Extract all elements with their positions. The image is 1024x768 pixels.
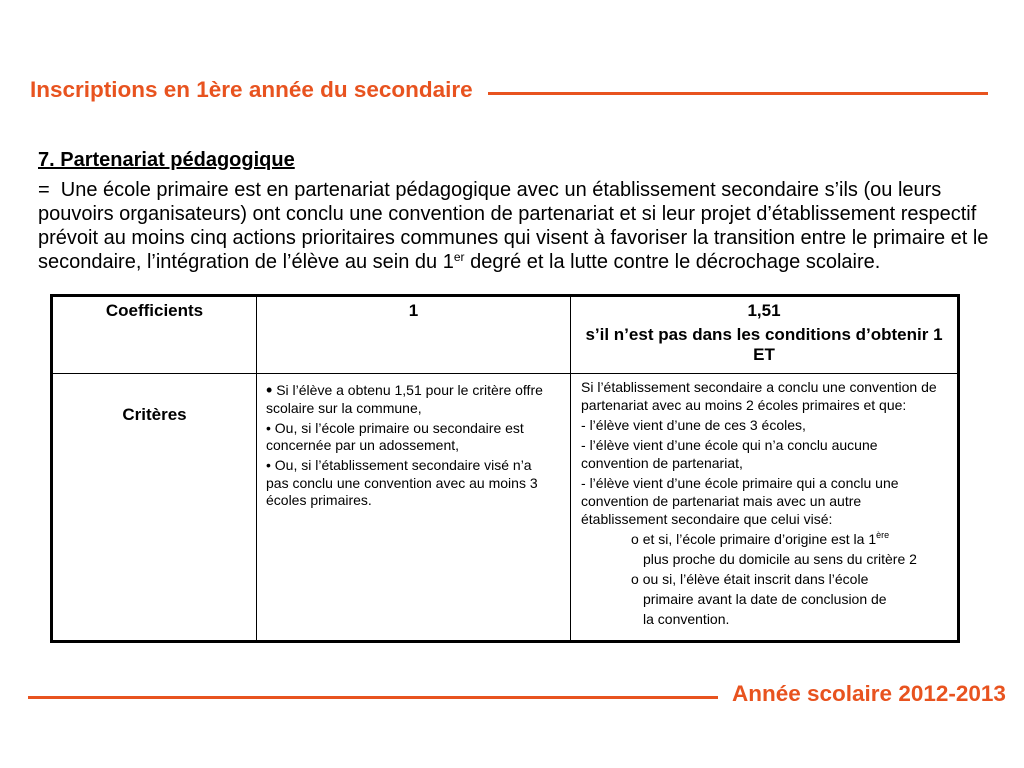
paragraph-text: secondaire, l’intégration de l’élève au sein du 1 xyxy=(38,251,454,273)
list-item-line: écoles primaires. xyxy=(266,492,372,508)
coefficient-1-criteria-cell xyxy=(257,374,571,642)
sub-item-continuation: primaire avant la date de conclusion de xyxy=(643,591,887,607)
footer-rule xyxy=(28,696,718,699)
list-item xyxy=(581,474,949,528)
paragraph-line xyxy=(38,226,988,250)
section-paragraph xyxy=(38,178,988,274)
list-item-line xyxy=(266,457,564,475)
list-item-line xyxy=(581,474,949,492)
coefficients-label: Coefficients xyxy=(105,301,204,320)
list-item-line: convention de partenariat, xyxy=(581,455,743,471)
coefficient-1-51-header-cell xyxy=(571,296,959,374)
paragraph-line xyxy=(38,178,988,202)
sub-list xyxy=(581,529,949,629)
ordinal-superscript: er xyxy=(453,250,465,264)
criteria-intro xyxy=(581,378,949,414)
section-heading: 7. Partenariat pédagogique xyxy=(38,149,295,171)
dash-marker: - xyxy=(581,437,586,453)
paragraph-text: pouvoirs organisateurs) ont conclu une convention de partenariat et si leur projet d’établissement respectif xyxy=(38,203,977,225)
sub-item-continuation: plus proche du domicile au sens du critère 2 xyxy=(643,551,917,567)
sub-item-continuation: la convention. xyxy=(643,611,730,627)
list-item-line xyxy=(266,420,564,438)
table-criteria-row xyxy=(52,374,959,642)
dash-marker: - xyxy=(581,475,586,491)
list-item-line: concernée par un adossement, xyxy=(266,437,460,453)
coefficient-1-51-header xyxy=(571,297,957,365)
sub-item-line xyxy=(581,529,949,549)
bullet-marker: • xyxy=(266,457,271,473)
circle-marker: o xyxy=(631,531,639,547)
list-item-text: Si l’élève a obtenu 1,51 pour le critère offre xyxy=(276,382,543,398)
list-item-text: Ou, si l’école primaire ou secondaire est xyxy=(274,419,524,436)
coefficient-1-51-criteria-cell xyxy=(571,374,959,642)
list-item-text: l’élève vient d’une école qui n’a conclu aucune xyxy=(589,437,878,453)
coefficient-1-51-criteria xyxy=(571,374,957,629)
criteria-label: Critères xyxy=(122,405,187,424)
list-item-line: convention de partenariat mais avec un autre xyxy=(581,493,862,509)
sub-item-text: et si, l’école primaire d’origine est la 1 xyxy=(642,531,877,547)
table-header-row xyxy=(52,296,959,374)
list-item xyxy=(266,457,564,510)
coefficient-1-51-condition: s’il n’est pas dans les conditions d’obtenir 1 ET xyxy=(585,325,943,364)
list-item-text: l’élève vient d’une école primaire qui a conclu une xyxy=(589,475,899,491)
intro-line: partenariat avec au moins 2 écoles primaires et que: xyxy=(581,397,907,413)
list-item xyxy=(581,436,949,472)
list-item-text: l’élève vient d’une de ces 3 écoles, xyxy=(589,417,806,433)
list-item-line: scolaire sur la commune, xyxy=(266,399,422,416)
paragraph-line xyxy=(38,202,988,226)
ordinal-superscript: ère xyxy=(876,530,890,540)
paragraph-text: degré et la lutte contre le décrochage scolaire. xyxy=(464,251,881,273)
list-item-line: pas conclu une convention avec au moins 3 xyxy=(266,474,538,491)
sub-item-text: ou si, l’élève était inscrit dans l’école xyxy=(642,571,869,587)
circle-marker: o xyxy=(631,571,639,587)
paragraph-text: = Une école primaire est en partenariat pédagogique avec un établissement secondaire s’ils (ou leurs xyxy=(38,179,942,201)
list-item-line: établissement secondaire que celui visé: xyxy=(581,511,833,527)
coefficients-label-cell xyxy=(52,296,257,374)
paragraph-text: prévoit au moins cinq actions prioritaires communes qui visent à favoriser la transition entre le primaire et le xyxy=(38,227,989,249)
criteria-label-cell xyxy=(52,374,257,642)
list-item xyxy=(266,382,564,417)
criteria-table xyxy=(50,294,960,643)
list-item-line xyxy=(581,436,949,454)
slide-title: Inscriptions en 1ère année du secondaire xyxy=(30,77,473,102)
sub-item-line xyxy=(581,569,949,589)
coefficient-1-header: 1 xyxy=(408,301,419,320)
title-rule xyxy=(488,92,988,95)
coefficient-1-header-cell xyxy=(257,296,571,374)
list-item xyxy=(581,416,949,434)
intro-line: Si l’établissement secondaire a conclu une convention de xyxy=(581,379,937,395)
list-item-line xyxy=(581,416,949,434)
coefficient-1-51-value: 1,51 xyxy=(747,301,781,320)
bullet-marker: • xyxy=(266,380,273,400)
coefficient-1-criteria-list xyxy=(257,374,570,510)
footer-school-year: Année scolaire 2012-2013 xyxy=(732,681,1006,706)
dash-marker: - xyxy=(581,417,586,433)
list-item xyxy=(266,420,564,455)
paragraph-line xyxy=(38,250,988,274)
list-item-line xyxy=(266,382,564,400)
list-item-text: Ou, si l’établissement secondaire visé n’a xyxy=(274,457,532,473)
bullet-marker: • xyxy=(266,419,271,436)
